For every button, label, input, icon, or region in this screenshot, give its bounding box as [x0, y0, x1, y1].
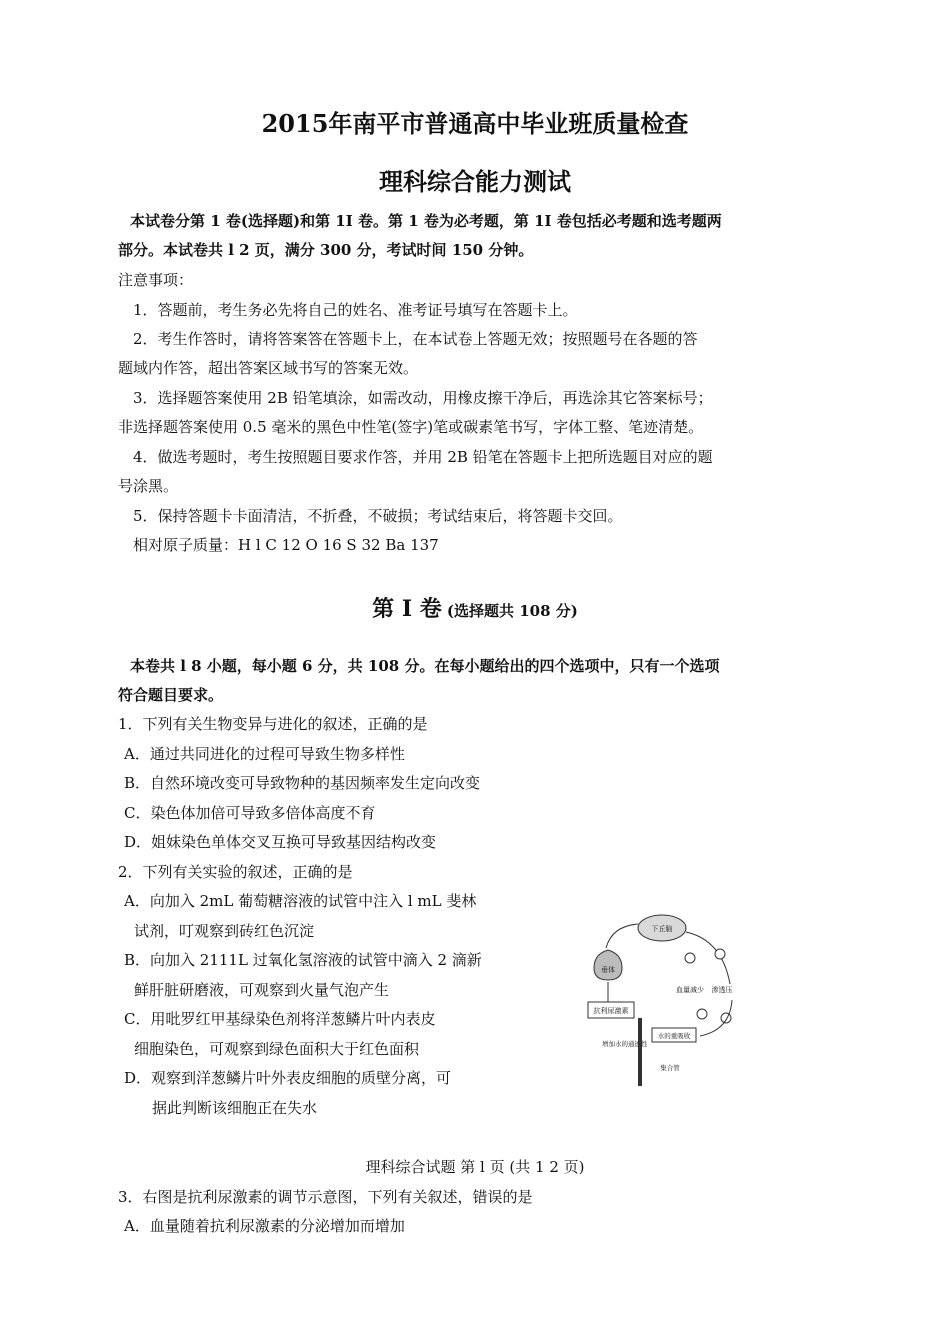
label-permeability: 增加水的通透性: [602, 1040, 648, 1048]
q1-option-c: C．染色体加倍可导致多倍体高度不育: [124, 804, 376, 822]
note-2a: 2．考生作答时，请将答案答在答题卡上，在本试卷上答题无效；按照题号在各题的答: [133, 330, 698, 348]
note-4b: 号涂黑。: [118, 477, 179, 495]
label-adh: 抗利尿激素: [593, 1007, 629, 1015]
arrow-hypothalamus-to-pituitary: [606, 924, 638, 948]
section-heading: [0, 592, 950, 623]
label-blood-volume: 血量减少: [676, 986, 704, 994]
q3-option-a: A．血量随着抗利尿激素的分泌增加而增加: [124, 1217, 405, 1235]
page-footer: 理科综合试题 第 l 页 (共 1 2 页): [365, 1158, 585, 1176]
exam-title: 2015年南平市普通高中毕业班质量检查: [261, 109, 689, 138]
label-collecting-duct: 集合管: [660, 1064, 680, 1072]
q2-option-a-1: A．向加入 2mL 葡萄糖溶液的试管中注入 l mL 斐林: [124, 892, 477, 910]
section-note: (选择题共 108 分): [446, 602, 578, 620]
q3-stem: 3．右图是抗利尿激素的调节示意图，下列有关叙述，错误的是: [118, 1188, 533, 1206]
note-3b: 非选择题答案使用 0.5 毫米的黑色中性笔(签字)笔或碳素笔书写，字体工整、笔迹清楚。: [118, 418, 704, 436]
section-title: 第 I 卷: [372, 596, 442, 622]
plus-sign-1: [685, 953, 695, 963]
minus-sign-1: [697, 1009, 707, 1019]
notes-heading: 注意事项：: [118, 271, 194, 289]
q2-option-c-1: C．用吡罗红甲基绿染色剂将洋葱鳞片叶内表皮: [124, 1010, 436, 1028]
label-hypothalamus: 下丘脑: [651, 925, 673, 933]
label-reabsorption: 水的重吸收: [657, 1032, 691, 1040]
q2-option-b-2: 鲜肝脏研磨液，可观察到火量气泡产生: [134, 981, 390, 999]
q2-option-b-1: B．向加入 2111L 过氧化氢溶液的试管中滴入 2 滴新: [124, 951, 482, 969]
q1-option-b: B．自然环境改变可导致物种的基因频率发生定向改变: [124, 774, 481, 792]
note-1: 1．答题前，考生务必先将自己的姓名、准考证号填写在答题卡上。: [133, 301, 578, 319]
note-4a: 4．做选考题时，考生按照题目要求作答，并用 2B 铅笔在答题卡上把所选题目对应的题: [133, 448, 713, 466]
pituitary-shape: [594, 950, 622, 980]
q2-option-c-2: 细胞染色，可观察到绿色面积大于红色面积: [134, 1040, 420, 1058]
label-osmolarity: 渗透压: [711, 986, 733, 994]
note-3a: 3．选择题答案使用 2B 铅笔填涂，如需改动，用橡皮擦干净后，再选涂其它答案标号；: [133, 389, 713, 407]
exam-subtitle: 理科综合能力测试: [379, 167, 571, 196]
q2-option-d-2: 据此判断该细胞正在失水: [152, 1099, 318, 1117]
q1-option-d: D．姐妹染色单体交叉互换可导致基因结构改变: [124, 833, 437, 851]
intro-line-2: 部分。本试卷共 l 2 页，满分 300 分，考试时间 150 分钟。: [118, 241, 534, 259]
atomic-masses: 相对原子质量：H l C 12 O 16 S 32 Ba 137: [133, 536, 439, 554]
q2-stem: 2．下列有关实验的叙述，正确的是: [118, 863, 353, 881]
q1-stem: 1．下列有关生物变异与进化的叙述，正确的是: [118, 715, 428, 733]
q1-option-a: A．通过共同进化的过程可导致生物多样性: [124, 745, 405, 763]
adh-regulation-figure: [582, 910, 752, 1090]
section-desc-1: 本卷共 l 8 小题，每小题 6 分，共 108 分。在每小题给出的四个选项中，只有一个选项: [130, 657, 720, 675]
intro-line-1: 本试卷分第 1 卷(选择题)和第 1I 卷。第 1 卷为必考题，第 1I 卷包括必考题和选考题两: [130, 212, 722, 230]
q2-option-d-1: D．观察到洋葱鳞片叶外表皮细胞的质壁分离，可: [124, 1069, 452, 1087]
label-pituitary: 垂体: [601, 966, 615, 974]
plus-sign-2: [715, 949, 725, 959]
note-5: 5．保持答题卡卡面清洁，不折叠，不破损；考试结束后，将答题卡交回。: [133, 507, 623, 525]
note-2b: 题域内作答，超出答案区域书写的答案无效。: [118, 359, 419, 377]
minus-sign-2: [721, 1013, 731, 1023]
q2-option-a-2: 试剂，叮观察到砖红色沉淀: [134, 922, 315, 940]
section-desc-2: 符合题目要求。: [118, 686, 224, 704]
